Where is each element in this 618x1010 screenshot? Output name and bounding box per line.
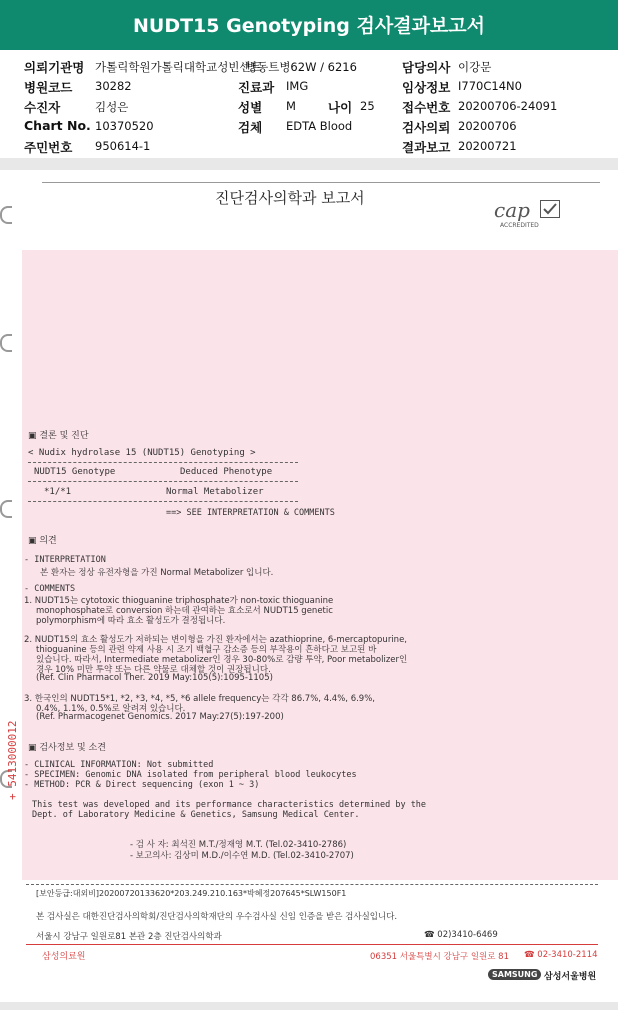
info-key: 의뢰기관명 <box>24 60 85 75</box>
comment-line: monophosphate로 conversion 하는데 관여하는 효소로서 NUDT15 genetic <box>36 606 333 616</box>
cap-logo <box>492 198 572 232</box>
dev-line: This test was developed and its performance characteristics determined by the <box>32 800 427 810</box>
info-key: 병원코드 <box>24 80 73 95</box>
top-rule <box>42 182 600 183</box>
binder-hole <box>0 500 12 518</box>
info-value: IMG <box>286 79 309 93</box>
genotype-value: *1/*1 <box>44 487 72 497</box>
info-key: 결과보고 <box>402 140 451 155</box>
exam-line: - CLINICAL INFORMATION: Not submitted <box>24 760 214 770</box>
report-header <box>0 0 618 50</box>
staff-line: - 보고의사: 김상미 M.D./이수연 M.D. (Tel.02-3410-2707) <box>130 851 354 861</box>
info-value: EDTA Blood <box>286 119 353 133</box>
info-key: 주민번호 <box>24 140 73 155</box>
see-note: ==> SEE INTERPRETATION & COMMENTS <box>166 508 335 518</box>
comment-line: (Ref. Pharmacogenet Genomics. 2017 May:27(5):197-200) <box>36 712 284 722</box>
info-value: 20200706-24091 <box>458 99 558 113</box>
info-key: 성별 <box>238 100 263 115</box>
lab-address: 서울시 강남구 일원로81 본관 2층 진단검사의학과 <box>36 932 222 942</box>
info-value: 30282 <box>95 79 132 93</box>
hospital-tel: ☎ 02-3410-2114 <box>524 950 598 960</box>
staff-line: - 검 사 자: 최석진 M.T./정재영 M.T. (Tel.02-3410-2786) <box>130 840 347 850</box>
info-key: 임상정보 <box>402 80 451 95</box>
comment-line: 있습니다. 따라서, Intermediate metabolizer인 경우 30-80%로 감량 투약, Poor metabolizer인 <box>36 655 408 665</box>
cap-sub: ACCREDITED <box>500 222 539 229</box>
report-header-title: NUDT15 Genotyping 검사결과보고서 <box>133 15 485 37</box>
dev-line: Dept. of Laboratory Medicine & Genetics, Samsung Medical Center. <box>32 810 360 820</box>
report-title: 진단검사의학과 보고서 <box>215 189 365 207</box>
section-heading: ▣ 의견 <box>28 536 57 546</box>
separator-band <box>0 158 618 170</box>
comment-line: 1. NUDT15는 cytotoxic thioguanine triphosphate가 non-toxic thioguanine <box>24 596 334 606</box>
comment-line: thioguanine 등의 관련 약제 사용 시 조기 백혈구 감소증 등의 부작용이 흔하다고 보고된 바 <box>36 645 377 655</box>
info-value: 김성은 <box>95 100 129 114</box>
comments-head: - COMMENTS <box>24 584 76 594</box>
samsung-logo: SAMSUNG <box>488 969 541 980</box>
comment-line: 0.4%, 1.1%, 0.5%로 알려져 있습니다. <box>36 704 186 714</box>
info-panel <box>0 50 618 158</box>
info-value: 병동트병62W / 6216 <box>246 60 357 74</box>
comment-line: 3. 한국인의 NUDT15*1, *2, *3, *4, *5, *6 allele frequency는 각각 86.7%, 4.4%, 6.9%, <box>24 694 375 704</box>
hospital-name: 삼성의료원 <box>42 952 86 962</box>
cert-line: 본 검사실은 대한진단검사의학회/진단검사의학재단의 우수검사실 신임 인증을 받은 검사실입니다. <box>36 912 398 922</box>
col-genotype: NUDT15 Genotype <box>34 467 116 477</box>
binder-hole <box>0 334 12 352</box>
info-key: 검체 <box>238 120 263 135</box>
side-number: + 5413000012 <box>6 720 19 800</box>
info-value: 20200721 <box>458 139 517 153</box>
info-value: 가톨릭학원가톨릭대학교성빈센트 <box>95 60 262 74</box>
info-value: I770C14N0 <box>458 79 522 93</box>
info-value: 10370520 <box>95 119 154 133</box>
lab-tel: ☎ 02)3410-6469 <box>424 930 498 940</box>
comment-line: (Ref. Clin Pharmacol Ther. 2019 May:105(5):1095-1105) <box>36 673 273 683</box>
check-icon <box>540 200 560 218</box>
interp-head: - INTERPRETATION <box>24 555 106 565</box>
info-value: 25 <box>360 99 375 113</box>
exam-line: - SPECIMEN: Genomic DNA isolated from peripheral blood leukocytes <box>24 770 357 780</box>
smc-logo: 삼성서울병원 <box>544 972 597 982</box>
info-key: 접수번호 <box>402 100 451 115</box>
result-area <box>22 250 618 880</box>
section-heading: ▣ 검사정보 및 소견 <box>28 743 106 753</box>
security-stamp: [보안등급:대외비]20200720133620*203.249.210.163*박혜정207645*SLW150F1 <box>36 889 347 898</box>
gene-line: < Nudix hydrolase 15 (NUDT15) Genotyping > <box>28 448 256 458</box>
comment-line: 경우 10% 미만 투약 또는 다른 약물로 대체할 것이 권장됩니다. <box>36 665 271 675</box>
section-heading: ▣ 결론 및 진단 <box>28 431 89 441</box>
cap-logo-text: cap <box>494 198 530 222</box>
info-value: 20200706 <box>458 119 517 133</box>
info-key: 담당의사 <box>402 60 451 75</box>
info-key: Chart No. <box>24 118 91 133</box>
comment-line: polymorphism에 따라 효소 활성도가 결정됩니다. <box>36 616 226 626</box>
bottom-band <box>0 1002 618 1010</box>
comment-line: 2. NUDT15의 효소 활성도가 저하되는 변이형을 가진 환자에서는 azathioprine, 6-mercaptopurine, <box>24 635 407 645</box>
info-key: 진료과 <box>238 80 275 95</box>
info-value: M <box>286 99 296 113</box>
binder-hole <box>0 770 12 788</box>
info-key: 수진자 <box>24 100 61 115</box>
hospital-address: 06351 서울특별시 강남구 일원로 81 <box>370 952 509 962</box>
interp-text: 본 환자는 정상 유전자형을 가진 Normal Metabolizer 입니다. <box>40 568 274 578</box>
info-value: 950614-1 <box>95 139 151 153</box>
exam-line: - METHOD: PCR & Direct sequencing (exon 1 ~ 3) <box>24 780 260 790</box>
binder-hole <box>0 206 12 224</box>
phenotype-value: Normal Metabolizer <box>166 487 264 497</box>
info-value: 이강문 <box>458 60 492 74</box>
info-key: 나이 <box>328 100 353 115</box>
info-key: 검사의뢰 <box>402 120 451 135</box>
col-phenotype: Deduced Phenotype <box>180 467 273 477</box>
